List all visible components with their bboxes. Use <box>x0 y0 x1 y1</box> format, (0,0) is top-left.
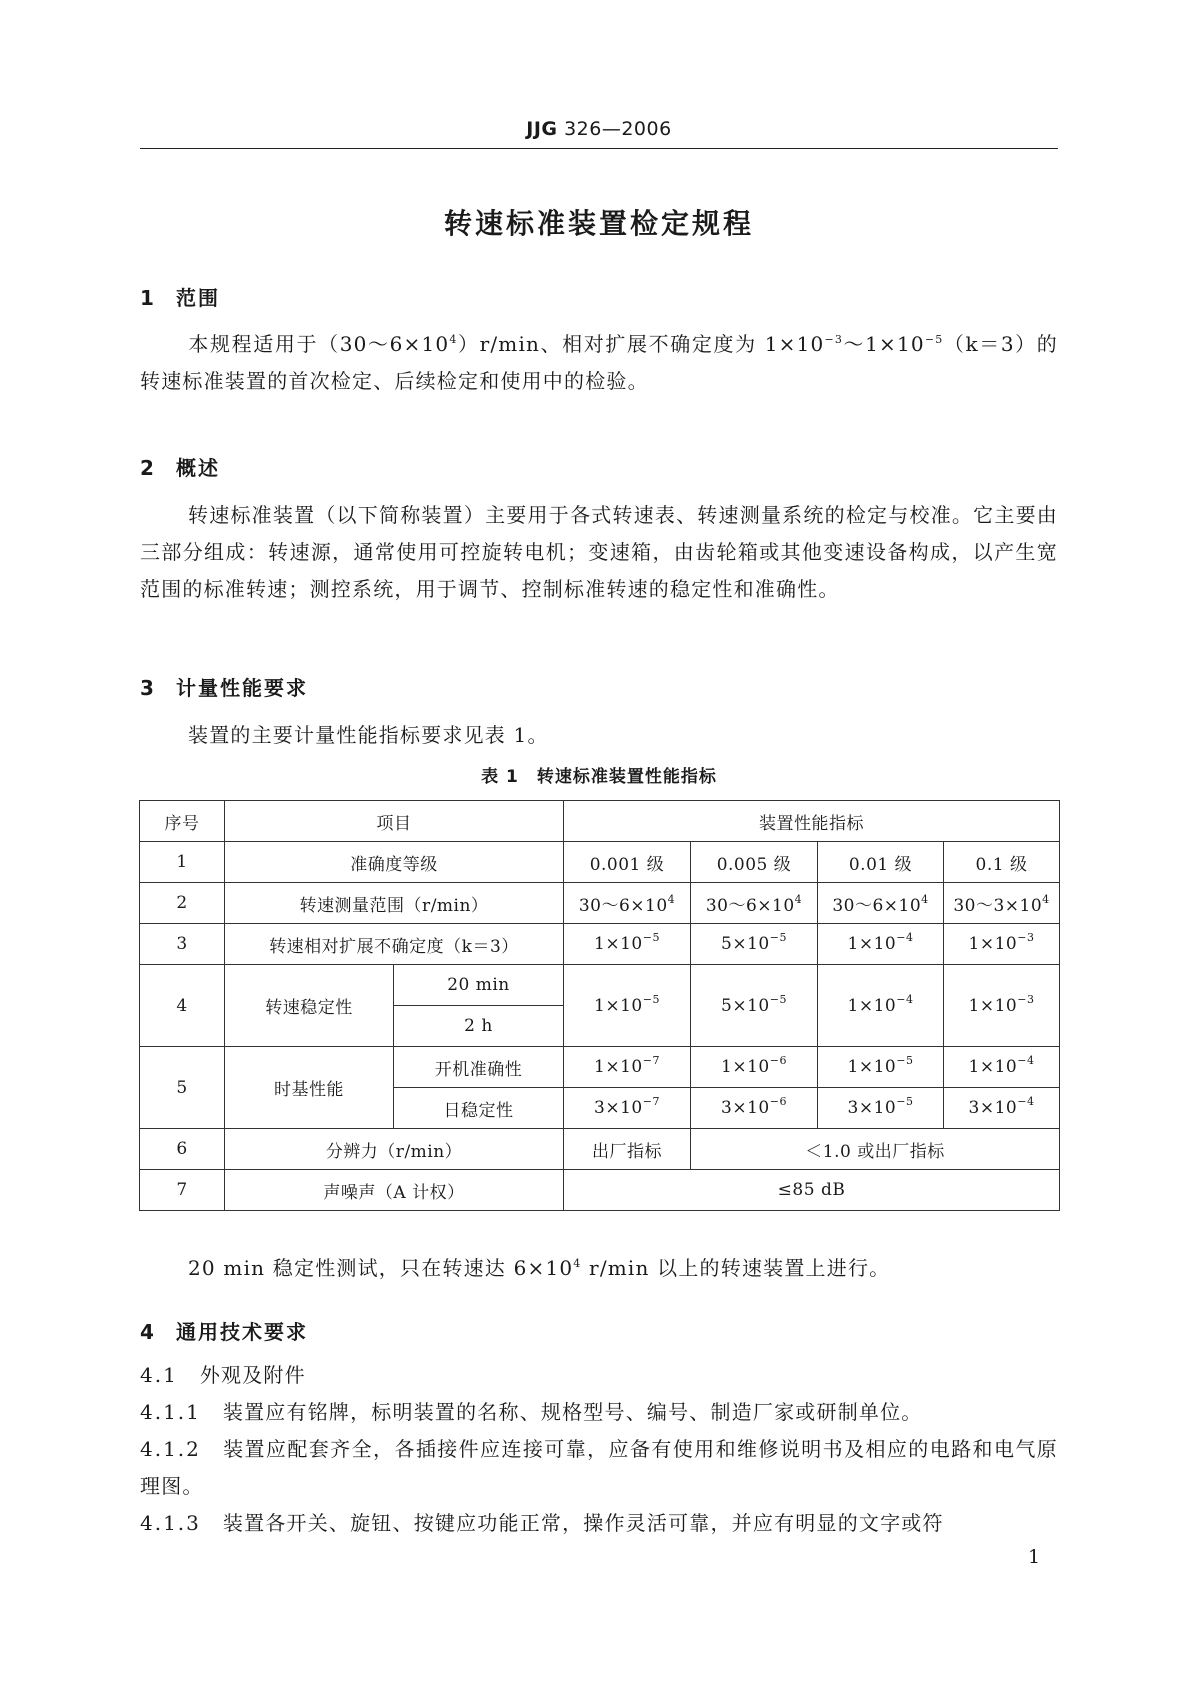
table-title: 转速标准装置性能指标 <box>536 767 717 787</box>
table-row: 5 时基性能 开机准确性 $1\times 10^{-7}$ $1\times 10^{-6}$ $1\times 10^{-5}$ $1\times 10^{-4}$ <box>140 1047 1060 1088</box>
table-row: 日稳定性 $3\times 10^{-7}$ $3\times 10^{-6}$ $3\times 10^{-5}$ $3\times 10^{-4}$ <box>140 1088 1060 1129</box>
header-rule <box>140 148 1058 149</box>
section-title: 范围 <box>176 286 220 310</box>
section-number: 1 <box>140 286 156 310</box>
table-label: 表 1 <box>481 767 519 787</box>
section-3-heading <box>140 672 308 701</box>
table-header-row <box>140 801 1060 842</box>
header-cell: 项目 <box>225 801 564 842</box>
header-cell: 装置性能指标 <box>564 801 1060 842</box>
section-title: 概述 <box>176 456 220 480</box>
table-row: 7 声噪声（A 计权） ≤85 dB <box>140 1170 1060 1211</box>
standard-code-number: 326—2006 <box>557 118 672 140</box>
standard-code-prefix: JJG <box>526 118 558 140</box>
section-number: 2 <box>140 456 156 480</box>
section-2-heading <box>140 452 220 481</box>
page-number: 1 <box>1028 1546 1041 1568</box>
table-note: 20 min 稳定性测试，只在转速达 $6\times 10^4$ r/min 以上的转速装置上进行。 <box>188 1256 891 1280</box>
section-1-heading <box>140 282 220 311</box>
section-2-paragraph: 转速标准装置（以下简称装置）主要用于各式转速表、转速测量系统的检定与校准。它主要由三部分组成：转速源，通常使用可控旋转电机；变速箱，由齿轮箱或其他变速设备构成，以产生宽范围的标准转速；测控系统，用于调节、控制标准转速的稳定性和准确性。 <box>140 503 1058 601</box>
table-row: 2 h <box>140 1006 1060 1047</box>
clause-4-1-3: 4.1.3 装置各开关、旋钮、按键应功能正常，操作灵活可靠，并应有明显的文字或符 <box>140 1511 944 1535</box>
table-caption <box>140 762 1058 787</box>
performance-table <box>139 800 1060 1211</box>
section-1-paragraph: 本规程适用于$(30\sim 6\times 10^4)r/\min$、相对扩展不确定度为 $1\times 10^{-3}\sim 1\times 10^{-5}(k=3)$的转速标准装置的首次检定、后续检定和使用中的检验。 <box>140 332 1058 393</box>
clause-4-1: 4.1 外观及附件 <box>140 1363 306 1387</box>
document-title: 转速标准装置检定规程 <box>443 207 754 240</box>
section-number: 3 <box>140 676 156 700</box>
section-title: 通用技术要求 <box>176 1320 308 1344</box>
table-row: 1 准确度等级 0.001 级 0.005 级 0.01 级 0.1 级 <box>140 842 1060 883</box>
table-row: 2 转速测量范围（r/min） $30\sim 6\times 10^4$ $30\sim 6\times 10^4$ $30\sim 6\times 10^4$ $30\sim 3\times 10^4$ <box>140 883 1060 924</box>
running-header <box>140 118 1058 140</box>
section-3-paragraph: 装置的主要计量性能指标要求见表 1。 <box>188 723 549 747</box>
section-number: 4 <box>140 1320 156 1344</box>
header-cell: 序号 <box>140 801 225 842</box>
table-row: 6 分辨力（r/min） 出厂指标 ＜1.0 或出厂指标 <box>140 1129 1060 1170</box>
clause-4-1-2: 4.1.2 装置应配套齐全，各插接件应连接可靠，应备有使用和维修说明书及相应的电路和电气原理图。 <box>140 1437 1058 1498</box>
section-4-heading <box>140 1316 308 1345</box>
section-title: 计量性能要求 <box>176 676 308 700</box>
clause-4-1-1: 4.1.1 装置应有铭牌，标明装置的名称、规格型号、编号、制造厂家或研制单位。 <box>140 1400 923 1424</box>
table-row: 3 转速相对扩展不确定度（k＝3） $1\times 10^{-5}$ $5\times 10^{-5}$ $1\times 10^{-4}$ $1\times 10^{-3}$ <box>140 924 1060 965</box>
table-row: 4 转速稳定性 20 min $1\times 10^{-5}$ $5\times 10^{-5}$ $1\times 10^{-4}$ $1\times 10^{-3}$ <box>140 965 1060 1006</box>
